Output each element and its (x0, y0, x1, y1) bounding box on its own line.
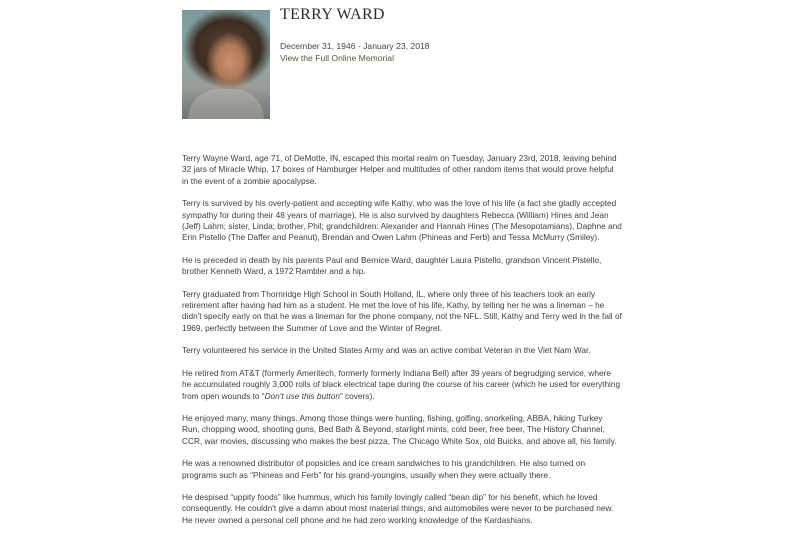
paragraph-survived-by: Terry is survived by his overly-patient and accepting wife Kathy, who was the love of his life (a fact she gladly accepted sympathy for during their 48 years of marriage). He is also survived by daughters Rebecca (William) Hines and Jean (Jeff) Lahm; sister, Linda; brother, Phil; grandchildren: Alexander and Hannah Hines (The Mesopotamians), Daphne and Erin Pistello (The Daffer and Peanut), Brendan and Owen Lahm (Phineas and Ferb) and Tessa McMurry (Smiley). (182, 198, 622, 243)
life-dates: December 31, 1946 - January 23, 2018 (280, 41, 430, 51)
retirement-text-start: He retired from AT&T (formerly Ameritech, formerly formerly Indiana Bell) after 39 years of begrudging service, where he accumulated roughly 3,000 rolls of black electrical tape during the course of his career (which he used for everything from open wounds to “ (182, 367, 621, 401)
full-memorial-link[interactable]: View the Full Online Memorial (280, 53, 394, 63)
paragraph-military: Terry volunteered his service in the United States Army and was an active combat Veteran in the Viet Nam War. (182, 345, 591, 356)
retirement-text-emphasis: Don't use this button (264, 390, 340, 401)
retirement-text-end: ” covers). (339, 390, 375, 401)
paragraph-intro: Terry Wayne Ward, age 71, of DeMotte, IN, escaped this mortal realm on Tuesday, January 23rd, 2018, leaving behind 32 jars of Miracle Whip, 17 boxes of Hamburger Helper and multitudes of other random items that would prove helpful in the event of a zombie apocalypse. (182, 153, 617, 186)
paragraph-grandchildren: He was a renowned distributor of popsicles and ice cream sandwiches to his grandchildren. He also turned on programs such as “Phineas and Ferb” for his grand-youngins, usually when they were actually there. (182, 458, 586, 480)
portrait-shirt (188, 89, 264, 119)
paragraph-retirement (182, 368, 622, 402)
paragraph-preceded-by: He is preceded in death by his parents Paul and Bernice Ward, daughter Laura Pistello, grandson Vincent Pistello, brother Kenneth Ward, a 1972 Rambler and a hip. (182, 254, 602, 277)
paragraph-hobbies: He enjoyed many, many things. Among those things were hunting, fishing, golfing, snorkeling, ABBA, hiking Turkey Run, chopping wood, shooting guns, Bed Bath & Beyond, starlight mints, cold beer, free beer, The History Channel, CCR, war movies, discussing who makes the best pizza, The Chicago White Sox, old Buicks, and above all, his family. (182, 412, 617, 446)
paragraph-education-marriage: Terry graduated from Thornridge High School in South Holland, IL, where only three of his teachers took an early retirement after having had him as a student. He met the love of his life, Kathy, by telling her he was a lineman – he didn't specify early on that he was a lineman for the phone company, not the NFL. Still, Kathy and Terry wed in the fall of 1969, perfectly between the Summer of Love and the Winter of Regret. (182, 288, 622, 333)
portrait-photo (182, 10, 270, 119)
obituary-header (280, 6, 700, 63)
paragraph-dislikes: He despised “uppity foods” like hummus, which his family lovingly called “bean dip” for his benefit, which he loved consequently. He couldn't give a damn about most material things, and automobiles were never to be purchased new. He never owned a personal cell phone and he had zero working knowledge of the Kardashians. (182, 491, 614, 525)
deceased-name: TERRY WARD (280, 6, 385, 23)
obituary-body (182, 153, 622, 537)
